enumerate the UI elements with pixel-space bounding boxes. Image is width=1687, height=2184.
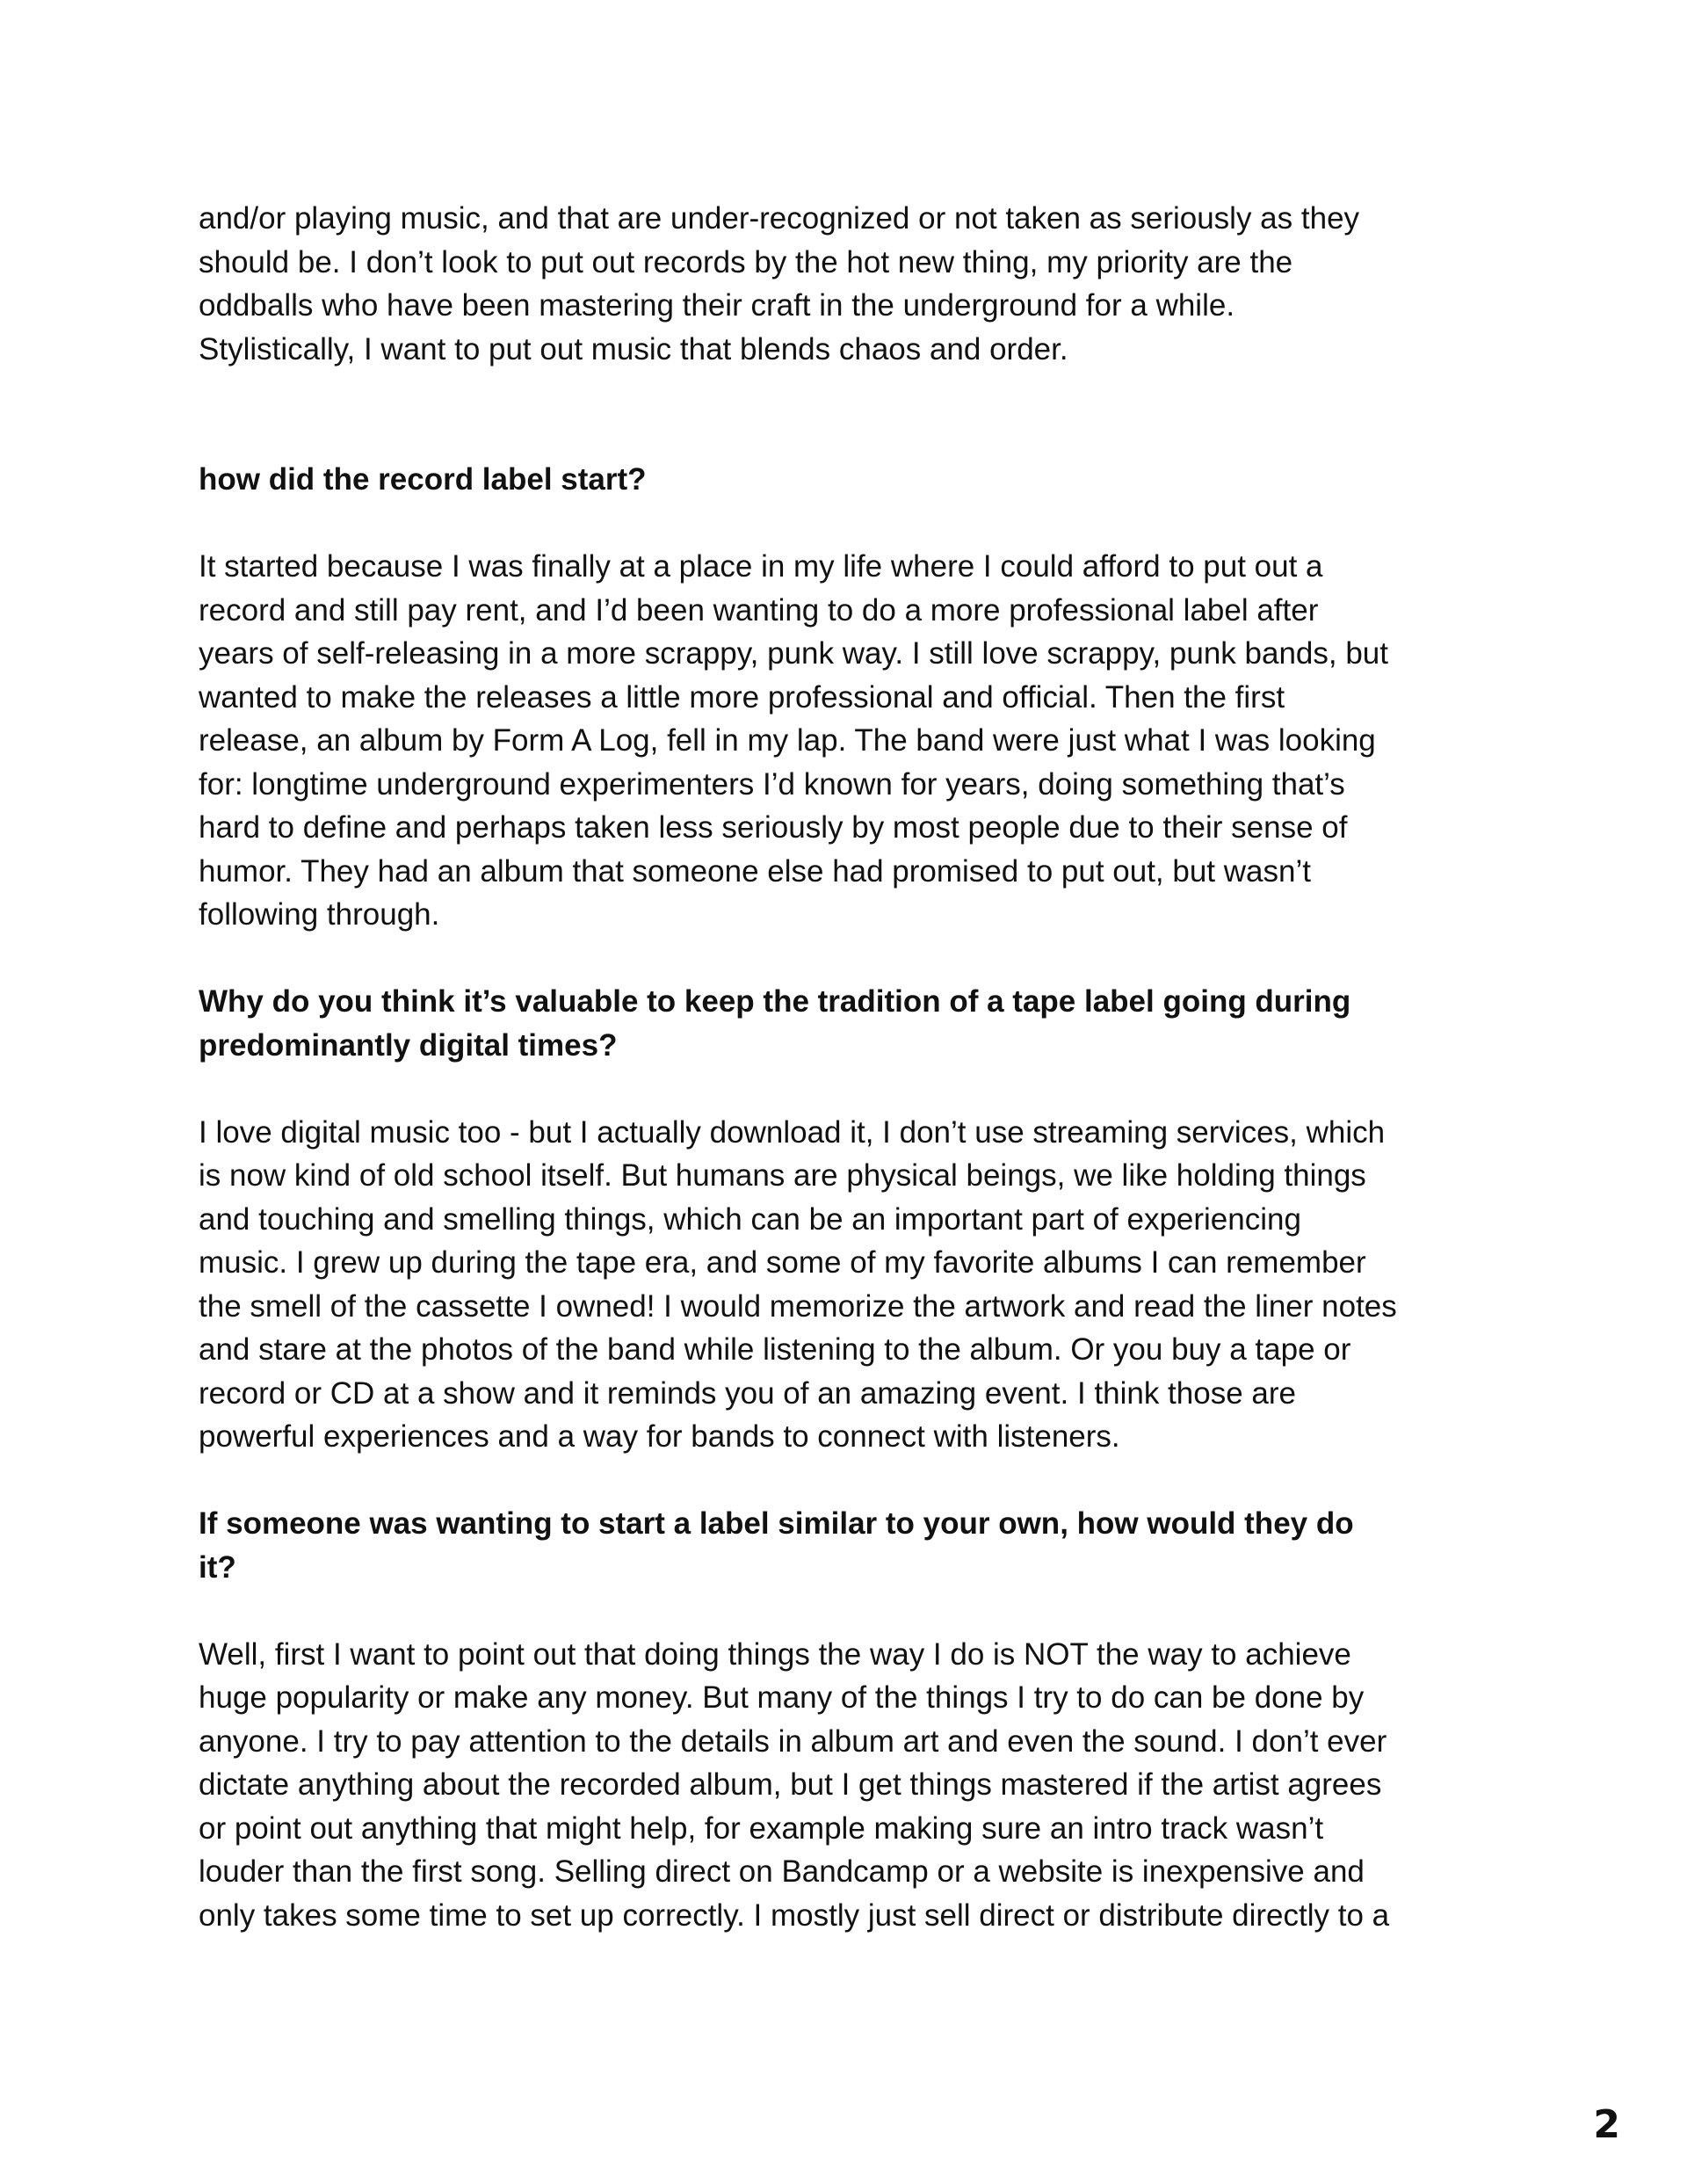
answer-paragraph-tape-tradition <box>199 1111 1517 1459</box>
spacer <box>199 1589 1517 1633</box>
heading-line: If someone was wanting to start a label similar to your own, how would they do <box>199 1506 1354 1541</box>
text-line: and/or playing music, and that are under-recognized or not taken as seriously as they <box>199 201 1360 236</box>
heading-line: how did the record label start? <box>199 462 647 497</box>
document-body <box>199 197 1517 1937</box>
paragraph-label-mission <box>199 197 1517 371</box>
text-line: should be. I don’t look to put out records by the hot new thing, my priority are the <box>199 244 1293 279</box>
text-line: oddballs who have been mastering their craft in the underground for a while. <box>199 288 1235 323</box>
text-line: only takes some time to set up correctly. I mostly just sell direct or distribute directly to a <box>199 1897 1390 1933</box>
spacer <box>199 1067 1517 1111</box>
text-line: and stare at the photos of the band while listening to the album. Or you buy a tape or <box>199 1332 1351 1367</box>
text-line: dictate anything about the recorded album, but I get things mastered if the artist agrees <box>199 1767 1382 1802</box>
text-line: humor. They had an album that someone else had promised to put out, but wasn’t <box>199 853 1311 889</box>
text-line: for: longtime underground experimenters I’d known for years, doing something that’s <box>199 766 1345 802</box>
text-line: I love digital music too - but I actually download it, I don’t use streaming services, which <box>199 1114 1386 1150</box>
answer-paragraph-start-similar-label <box>199 1633 1517 1938</box>
spacer <box>199 502 1517 546</box>
text-line: release, an album by Form A Log, fell in my lap. The band were just what I was looking <box>199 723 1376 758</box>
question-heading-tape-tradition <box>199 980 1517 1067</box>
page-number: 2 <box>1593 2102 1620 2147</box>
text-line: huge popularity or make any money. But many of the things I try to do can be done by <box>199 1680 1365 1715</box>
text-line: the smell of the cassette I owned! I would memorize the artwork and read the liner notes <box>199 1288 1397 1324</box>
heading-line: predominantly digital times? <box>199 1027 618 1063</box>
text-line: following through. <box>199 897 440 932</box>
text-line: louder than the first song. Selling direct on Bandcamp or a website is inexpensive and <box>199 1854 1365 1889</box>
text-line: years of self-releasing in a more scrappy, punk way. I still love scrappy, punk bands, but <box>199 636 1388 671</box>
text-line: anyone. I try to pay attention to the details in album art and even the sound. I don’t ever <box>199 1723 1387 1759</box>
heading-line: Why do you think it’s valuable to keep the tradition of a tape label going during <box>199 984 1351 1019</box>
question-heading-start-similar-label <box>199 1502 1517 1589</box>
spacer <box>199 371 1517 458</box>
text-line: record and still pay rent, and I’d been wanting to do a more professional label after <box>199 592 1319 628</box>
text-line: and touching and smelling things, which can be an important part of experiencing <box>199 1201 1301 1237</box>
spacer <box>199 1459 1517 1503</box>
spacer <box>199 937 1517 981</box>
text-line: It started because I was finally at a place in my life where I could afford to put out a <box>199 549 1323 584</box>
text-line: Stylistically, I want to put out music that blends chaos and order. <box>199 331 1068 366</box>
text-line: wanted to make the releases a little more professional and official. Then the first <box>199 679 1285 715</box>
text-line: music. I grew up during the tape era, and some of my favorite albums I can remember <box>199 1245 1366 1280</box>
text-line: hard to define and perhaps taken less seriously by most people due to their sense of <box>199 810 1348 845</box>
question-heading-label-start <box>199 458 1517 502</box>
text-line: Well, first I want to point out that doing things the way I do is NOT the way to achieve <box>199 1636 1351 1672</box>
text-line: or point out anything that might help, for example making sure an intro track wasn’t <box>199 1810 1324 1846</box>
answer-paragraph-label-start <box>199 545 1517 937</box>
text-line: powerful experiences and a way for bands to connect with listeners. <box>199 1419 1120 1454</box>
text-line: is now kind of old school itself. But humans are physical beings, we like holding things <box>199 1158 1366 1193</box>
heading-line: it? <box>199 1549 236 1585</box>
text-line: record or CD at a show and it reminds you of an amazing event. I think those are <box>199 1375 1296 1411</box>
